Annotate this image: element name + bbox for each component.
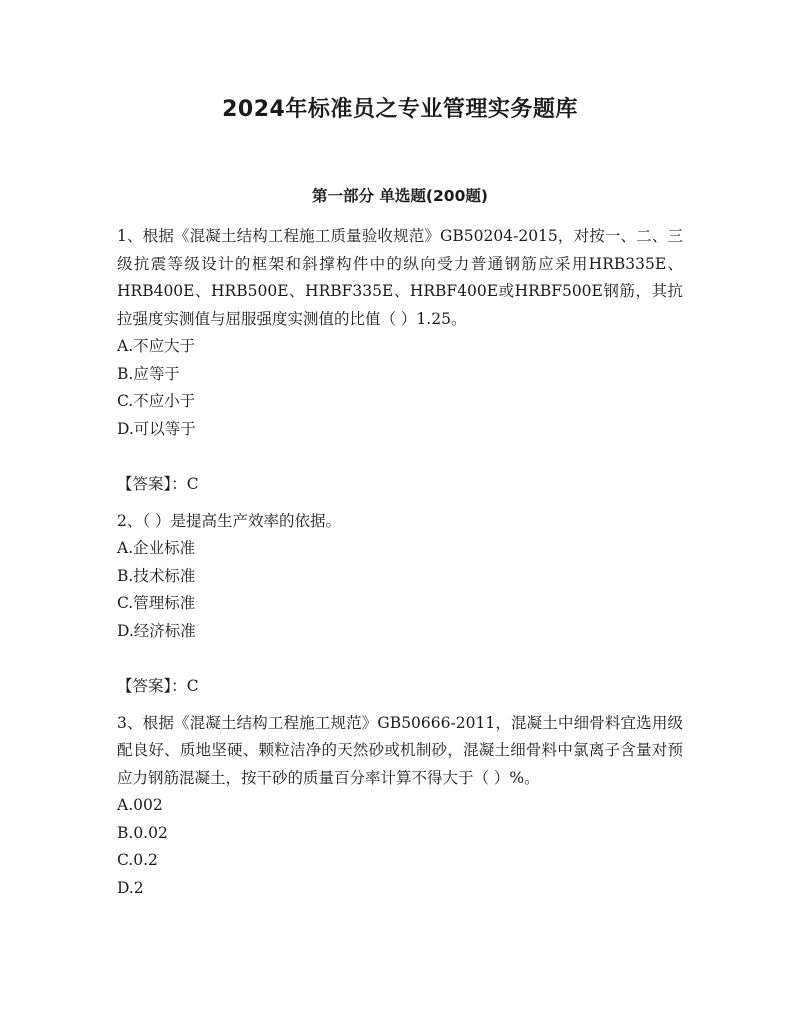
option-a: A.不应大于 [117,337,196,355]
question-list [117,223,683,902]
option-c: C.管理标准 [117,594,196,612]
section-title: 第一部分 单选题(200题) [312,187,488,205]
option-c: C.0.2 [117,851,158,869]
question-stem: 3、根据《混凝土结构工程施工规范》GB50666-2011，混凝土中细骨料宜选用级配良好、质地坚硬、颗粒洁净的天然砂或机制砂，混凝土细骨料中氯离子含量对预应力钢筋混凝土，按干砂的质量百分率计算不得大于（ ）%。 [117,713,683,787]
question-3 [117,710,683,903]
answer-line: 【答案】：C [117,677,199,695]
option-c: C.不应小于 [117,392,196,410]
option-d: D.经济标准 [117,621,196,640]
question-stem: 2、（ ）是提高生产效率的依据。 [117,511,342,530]
question-2 [117,508,683,701]
question-spacer [117,499,683,508]
option-d: D.2 [117,878,144,897]
option-d: D.可以等于 [117,419,196,438]
document-title: 2024年标准员之专业管理实务题库 [222,97,578,122]
question-1 [117,223,683,499]
option-b: B.应等于 [117,364,180,383]
option-a: A.002 [117,796,163,814]
question-stem: 1、根据《混凝土结构工程施工质量验收规范》GB50204-2015，对按一、二、三级抗震等级设计的框架和斜撑构件中的纵向受力普通钢筋应采用HRB335E、HRB400E、HRB500E、HRBF335E、HRBF400E或HRBF500E钢筋，其抗拉强度实测值与屈服强度实测值的比值（ ）1.25。 [117,227,683,328]
question-spacer [117,701,683,710]
option-b: B.技术标准 [117,566,196,585]
answer-line: 【答案】：C [117,475,199,493]
option-b: B.0.02 [117,823,168,842]
option-a: A.企业标准 [117,539,196,557]
